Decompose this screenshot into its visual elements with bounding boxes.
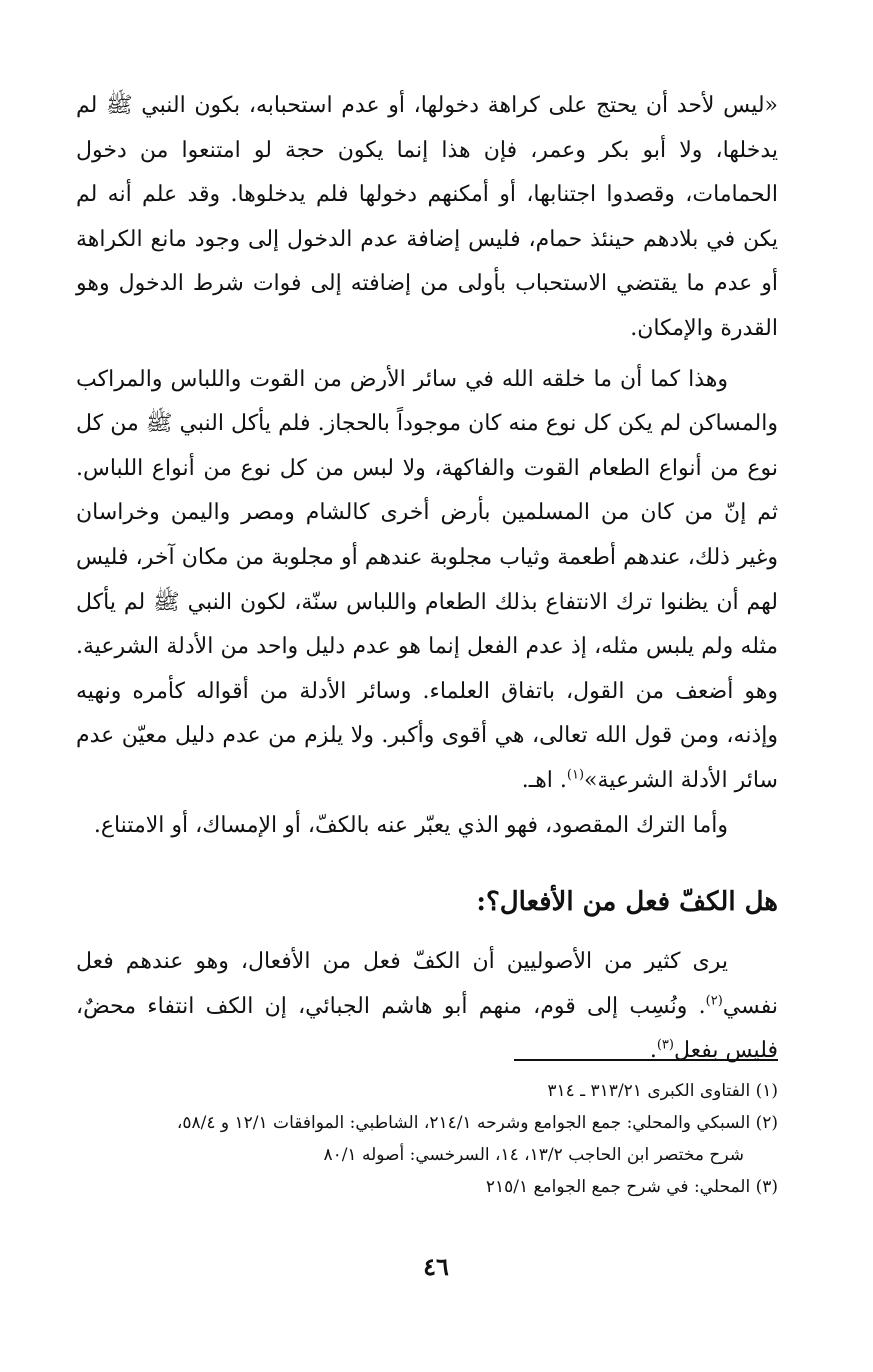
quote-paragraph-2 [76,358,778,804]
main-text [76,84,778,1074]
footnote-2: (٢) السبكي والمحلي: جمع الجوامع وشرحه ٢١٤/١، الشاطبي: الموافقات ١٢/١ و ٥٨/٤، [176,1113,778,1133]
paragraph-usulis-text-b: . ونُسِب إلى قوم، منهم أبو هاشم الجبائي، إن الكف انتفاء محضٌ، فليس بفعل [76,993,778,1064]
footnote-1: (١) الفتاوى الكبرى ٣١٣/٢١ ـ ٣١٤ [547,1081,778,1101]
footnote-ref-2[interactable]: (٢) [705,993,723,1009]
footnote-ref-3[interactable]: (٣) [656,1037,674,1053]
quote-paragraph-2-text: وهذا كما أن ما خلقه الله في سائر الأرض من القوت واللباس والمراكب والمساكن لم يكن كل نوع منه كان موجوداً بالحجاز. فلم يأكل النبي ﷺ من كل نوع من أنواع الطعام القوت والفاكهة، ولا لبس من كل نوع من أنواع اللباس. ثم إنّ من كان من المسلمين بأرض أخرى كالشام ومصر واليمن وخراسان وغير ذلك، عندهم أطعمة وثياب مجلوبة عندهم أو مجلوبة من مكان آخر، فليس لهم أن يظنوا ترك الانتفاع بذلك الطعام واللباس سنّة، لكون النبي ﷺ لم يأكل مثله ولم يلبس مثله، إذ عدم الفعل إنما هو عدم دليل واحد من الأدلة الشرعية. وهو أضعف من القول، باتفاق العلماء. وسائر الأدلة من أقواله كأمره ونهيه وإذنه، ومن قول الله تعالى، هي أقوى وأكبر. ولا يلزم من عدم دليل معيّن عدم سائر الأدلة الشرعية» [76,366,778,793]
page-number: ٤٦ [423,1252,449,1281]
quote-paragraph-1: «ليس لأحد أن يحتج على كراهة دخولها، أو عدم استحبابه، بكون النبي ﷺ لم يدخلها، ولا أبو بكر وعمر، فإن هذا إنما يكون حجة لو امتنعوا من دخول الحمامات، وقصدوا اجتنابها، أو أمكنهم دخولها فلم يدخلوها. وقد علم أنه لم يكن في بلادهم حينئذ حمام، فليس إضافة عدم الدخول إلى وجود مانع الكراهة أو عدم ما يقتضي الاستحباب بأولى من إضافته إلى فوات شرط الدخول وهو القدرة والإمكان. [76,93,778,341]
footnotes [76,1076,778,1204]
paragraph-usulis-end: . [649,1038,657,1064]
paragraph-usulis [76,940,778,1074]
quote-end-marker: . اهـ. [521,767,567,793]
footnote-3: (٣) المحلي: في شرح جمع الجوامع ٢١٥/١ [485,1177,778,1197]
footnote-ref-1[interactable]: (١) [566,767,585,783]
section-heading: هل الكفّ فعل من الأفعال؟: [476,887,778,918]
paragraph-intentional-abstention: وأما الترك المقصود، فهو الذي يعبّر عنه بالكفّ، أو الإمساك، أو الامتناع. [93,812,728,838]
paragraph-usulis-text-a: يرى كثير من الأصوليين أن الكفّ فعل من الأفعال، وهو عندهم فعل نفسي [76,949,778,1019]
footnote-2-continued: شرح مختصر ابن الحاجب ١٣/٢، ١٤، السرخسي: أصوله ٨٠/١ [323,1145,744,1165]
footnote-divider [514,1059,778,1061]
